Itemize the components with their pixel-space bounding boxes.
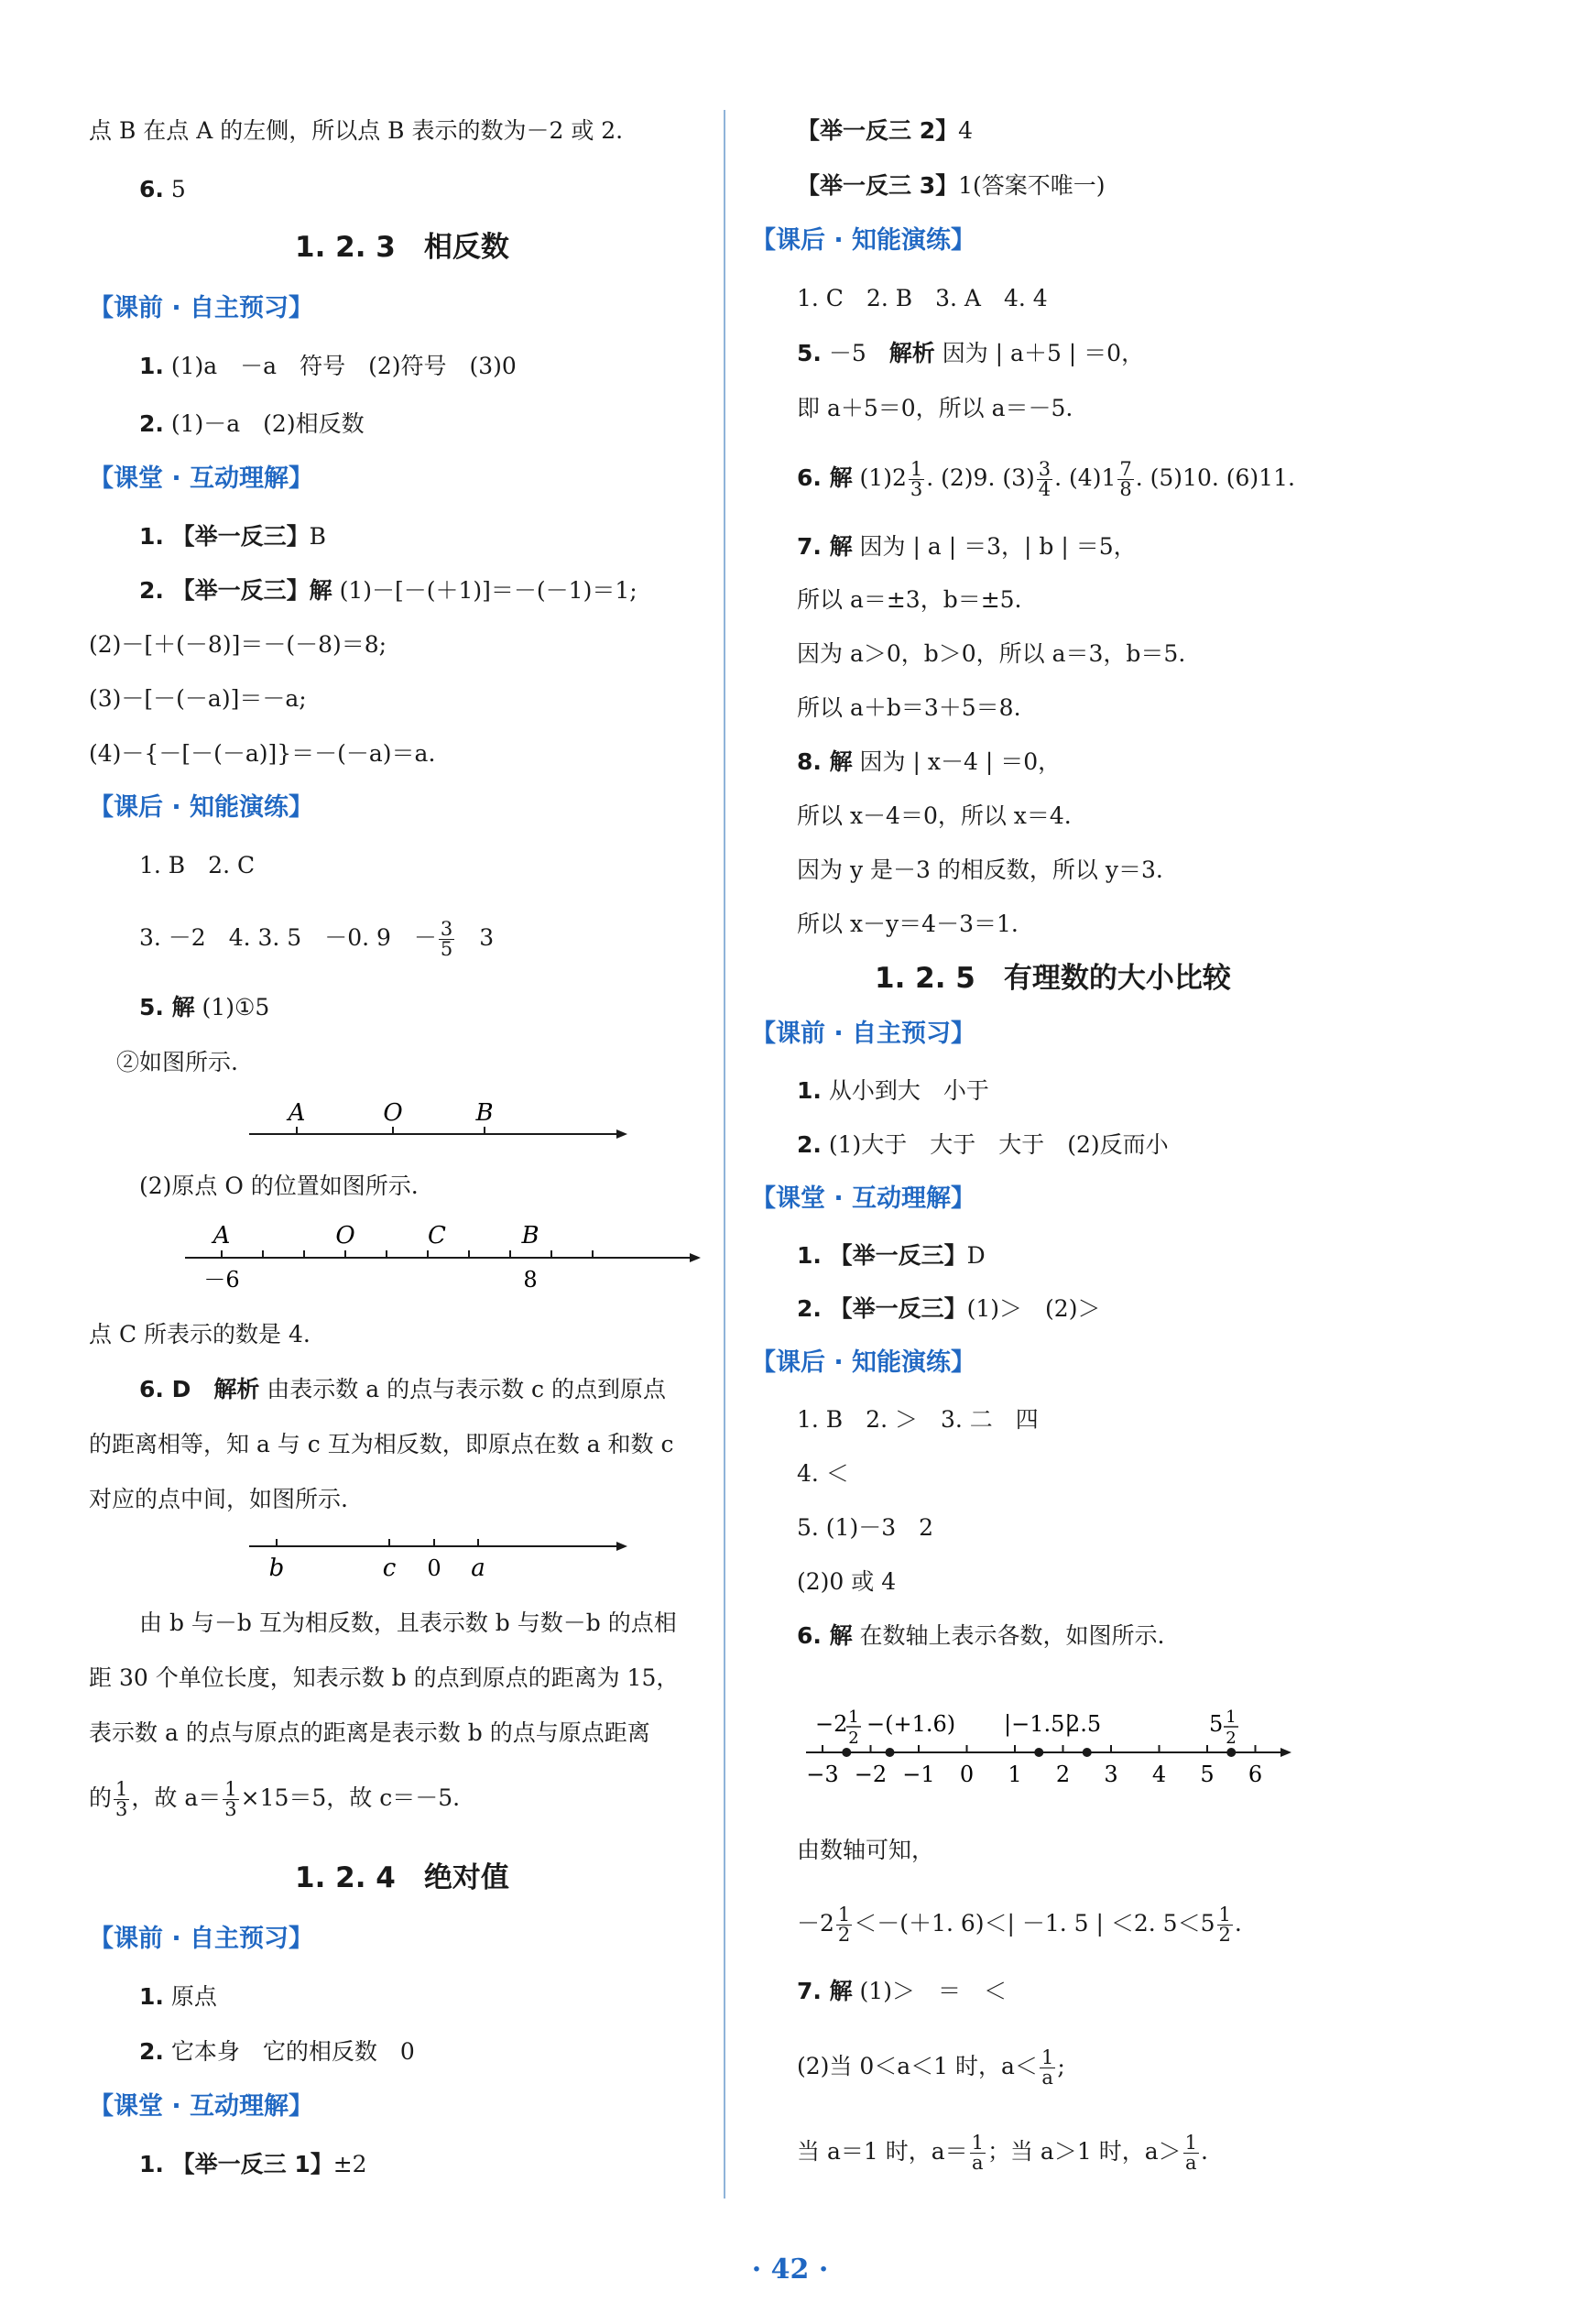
text: ＜－(＋1. 6)＜| －1. 5 | ＜2. 5＜5: [854, 1910, 1215, 1937]
text: .: [1200, 2138, 1208, 2165]
answer-line: [139, 521, 326, 552]
answer-text: 在数轴上表示各数，如图所示.: [852, 1622, 1165, 1649]
keyword: 【举一反三】: [821, 1295, 967, 1322]
tick-label: 4: [1151, 1762, 1167, 1787]
numerator: 1: [224, 1778, 237, 1800]
tick-label: －6: [203, 1267, 240, 1293]
section-label: 【课堂 · 互动理解】: [89, 464, 314, 493]
fraction: [439, 920, 454, 959]
answer-text: 因为 | x－4 | ＝0，: [852, 748, 1062, 775]
text: －2: [797, 1910, 834, 1937]
answer-text: 因为 | a | ＝3，| b | ＝5，: [852, 533, 1137, 560]
answer-text: 3: [456, 924, 495, 951]
text-line: 所以 a＋b＝3＋5＝8.: [797, 694, 1021, 721]
keyword: 【举一反三 2】: [797, 117, 959, 144]
section-heading: 1. 2. 3 相反数: [295, 231, 509, 264]
keyword: 【举一反三 3】: [797, 172, 959, 199]
number-line-4: [797, 1686, 1310, 1795]
answer-text: (1)a －a 符号 (2)符号 (3)0: [163, 353, 517, 379]
text: ×15＝5，故 c＝－5.: [240, 1784, 461, 1811]
answer-line: [139, 992, 269, 1023]
answer-line: [797, 1620, 1165, 1652]
numerator: 1: [910, 458, 923, 480]
fraction: [970, 2133, 986, 2173]
answer-text: 4: [958, 117, 974, 144]
answer-line: [797, 747, 1061, 778]
answer-text: (1)①5: [194, 994, 270, 1020]
tick-label: 0: [427, 1555, 441, 1581]
answer-line: [139, 351, 517, 382]
answer-text: (1)大于 大于 大于 (2)反而小: [821, 1131, 1169, 1158]
point-label: 5: [1209, 1711, 1224, 1737]
text-line: 因为 a＞0，b＞0，所以 a＝3，b＝5.: [797, 640, 1186, 667]
fraction-denominator: 2: [1226, 1729, 1237, 1748]
number-line-3: [245, 1525, 648, 1589]
fraction: [1117, 460, 1133, 499]
answer-text: (1)－a (2)相反数: [163, 410, 365, 437]
number-line-2: [180, 1214, 712, 1305]
answer-line: [139, 1374, 666, 1405]
item-number: 2.: [797, 1131, 822, 1158]
text-line: 的距离相等，知 a 与 c 互为相反数，即原点在数 a 和数 c: [89, 1431, 674, 1457]
answer-text: (1)－[－(＋1)]＝－(－1)＝1;: [332, 577, 637, 604]
numerator: 1: [1218, 1904, 1231, 1926]
item-number: 2.: [139, 577, 164, 604]
text: ，故 a＝: [131, 1784, 222, 1811]
point-dot: [1034, 1748, 1043, 1757]
keyword: 【举一反三】: [163, 523, 310, 550]
numerator: 3: [440, 918, 453, 940]
point-label: −(+1.6): [866, 1711, 956, 1737]
answer-line: [139, 174, 186, 205]
item-number: 1.: [139, 523, 164, 550]
answer-text: －5: [821, 340, 889, 366]
text-line: 表示数 a 的点与原点的距离是表示数 b 的点与原点距离: [89, 1719, 650, 1746]
answer-line: 1. B 2. ＞ 3. 二 四: [797, 1406, 1039, 1433]
tick-label: 6: [1248, 1762, 1263, 1787]
item-number: 2.: [139, 2038, 164, 2065]
text: (2)当 0＜a＜1 时，a＜: [797, 2053, 1038, 2079]
fraction: [1040, 2048, 1055, 2088]
answer-text: 从小到大 小于: [821, 1077, 989, 1104]
fraction-denominator: 2: [848, 1729, 859, 1748]
answer-line: [797, 115, 973, 147]
tick-label: 1: [1008, 1762, 1022, 1787]
point-label-a: A: [288, 1099, 306, 1127]
answer-line: [139, 920, 494, 959]
answer-line: 4. ＜: [797, 1460, 849, 1487]
fraction-numerator: 1: [848, 1708, 859, 1727]
denominator: a: [972, 2152, 984, 2174]
text-line: 因为 y 是－3 的相反数，所以 y＝3.: [797, 856, 1163, 883]
point-dot: [886, 1748, 895, 1757]
numerator: 1: [1041, 2046, 1054, 2068]
point-label-c: C: [428, 1222, 446, 1249]
answer-text: . (2)9. (3): [926, 464, 1035, 491]
fraction: [1183, 2133, 1199, 2173]
answer-text: . (5)10. (6)11.: [1135, 464, 1295, 491]
answer-line: [797, 531, 1137, 562]
keyword: 【举一反三】解: [163, 577, 332, 604]
answer-line: [797, 1129, 1169, 1161]
numerator: 3: [1038, 458, 1052, 480]
text-line: (2)原点 O 的位置如图所示.: [139, 1173, 419, 1199]
page-number: · 42 ·: [751, 2253, 829, 2286]
fraction: [114, 1780, 129, 1819]
point-dot: [842, 1748, 851, 1757]
section-heading: 1. 2. 5 有理数的大小比较: [875, 962, 1231, 995]
answer-text: 1(答案不唯一): [958, 172, 1106, 199]
point-label-o: O: [335, 1222, 355, 1249]
text-line: [797, 1905, 1242, 1945]
denominator: a: [1041, 2067, 1053, 2089]
item-number: 5.: [797, 340, 822, 366]
section-label: 【课后 · 知能演练】: [751, 1348, 976, 1377]
answer-line: [139, 1981, 217, 2013]
text-line: [797, 2133, 1208, 2173]
text-line: 点 B 在点 A 的左侧，所以点 B 表示的数为－2 或 2.: [89, 117, 624, 144]
fraction: [223, 1780, 238, 1819]
text-line: [89, 1780, 460, 1819]
item-number: 8. 解: [797, 748, 853, 775]
answer-line: [797, 1293, 1100, 1325]
text-line: 由 b 与－b 互为相反数，且表示数 b 与数－b 的点相: [139, 1609, 677, 1636]
item-number: 6. D 解析: [139, 1376, 260, 1402]
answer-text: (1)2: [852, 464, 907, 491]
fraction-numerator: 1: [1226, 1708, 1237, 1727]
column-divider: [724, 110, 725, 2199]
answer-line: 5. (1)－3 2: [797, 1514, 934, 1541]
tick-label: −3: [806, 1762, 839, 1787]
answer-line: 1. C 2. B 3. A 4. 4: [797, 285, 1048, 311]
section-label: 【课堂 · 互动理解】: [89, 2092, 314, 2121]
numerator: 1: [971, 2132, 984, 2154]
answer-text: 由表示数 a 的点与表示数 c 的点到原点: [259, 1376, 667, 1402]
answer-line: [797, 1976, 1007, 2007]
text-line: 距 30 个单位长度，知表示数 b 的点到原点的距离为 15，: [89, 1664, 680, 1691]
keyword: 解析: [888, 340, 935, 366]
answer-line: [139, 409, 365, 440]
text-line: 所以 x－4＝0，所以 x＝4.: [797, 802, 1072, 829]
keyword: 【举一反三 1】: [163, 2151, 333, 2177]
point-label: 2.5: [1066, 1711, 1102, 1737]
item-number: 2.: [797, 1295, 822, 1322]
denominator: 5: [440, 938, 453, 960]
section-label: 【课前 · 自主预习】: [89, 1925, 314, 1953]
point-dot: [1226, 1748, 1236, 1757]
text-line: 即 a＋5＝0，所以 a＝－5.: [797, 395, 1073, 421]
point-label-b: b: [268, 1555, 285, 1582]
point-label-c: c: [382, 1555, 397, 1582]
answer-text: . (4)1: [1054, 464, 1117, 491]
fraction: [1037, 460, 1052, 499]
numerator: 1: [837, 1904, 851, 1926]
numerator: 1: [115, 1778, 128, 1800]
point-dot: [1083, 1748, 1092, 1757]
denominator: 3: [115, 1798, 128, 1820]
answer-line: [797, 338, 1144, 369]
text: ;: [1057, 2053, 1065, 2079]
answer-line: [139, 2149, 367, 2180]
item-number: 6. 解: [797, 464, 853, 491]
numerator: 1: [1184, 2132, 1197, 2154]
section-label: 【课堂 · 互动理解】: [751, 1184, 976, 1213]
point-label-o: O: [383, 1099, 403, 1127]
keyword: 【举一反三】: [821, 1242, 967, 1269]
item-number: 1.: [797, 1077, 822, 1104]
denominator: 4: [1038, 478, 1052, 500]
answer-text: 它本身 它的相反数 0: [163, 2038, 415, 2065]
text: 的: [89, 1784, 113, 1811]
answer-text: (1)＞ ＝ ＜: [852, 1978, 1007, 2004]
point-label-a: A: [212, 1222, 231, 1249]
number-line-1: [245, 1095, 648, 1150]
tick-label: 0: [959, 1762, 975, 1787]
item-number: 5. 解: [139, 994, 195, 1020]
section-label: 【课前 · 自主预习】: [89, 294, 314, 322]
text: 当 a＝1 时，a＝: [797, 2138, 968, 2165]
text-line: (2)0 或 4: [797, 1568, 897, 1595]
point-label-b: B: [475, 1099, 494, 1127]
section-label: 【课前 · 自主预习】: [751, 1020, 976, 1048]
text-line: 对应的点中间，如图所示.: [89, 1486, 348, 1512]
tick-label: 2: [1055, 1762, 1071, 1787]
point-label-a: a: [471, 1555, 485, 1582]
answer-text: 5: [163, 176, 186, 202]
answer-text: 3. －2 4. 3. 5 －0. 9 －: [139, 924, 437, 951]
section-heading: 1. 2. 4 绝对值: [295, 1861, 509, 1894]
tick-label: 3: [1104, 1762, 1118, 1787]
text-line: (2)－[＋(－8)]＝－(－8)＝8;: [89, 631, 387, 658]
point-label-b: B: [521, 1222, 539, 1249]
answer-line: [797, 460, 1295, 499]
point-label: −2: [815, 1711, 848, 1737]
answer-line: 1. B 2. C: [139, 852, 256, 878]
text-line: (4)－{－[－(－a)]}＝－(－a)＝a.: [89, 740, 436, 767]
answer-line: [139, 575, 637, 606]
answer-text: ±2: [332, 2151, 367, 2177]
point-label: |−1.5|: [1004, 1711, 1073, 1737]
section-label: 【课后 · 知能演练】: [89, 793, 314, 822]
section-label: 【课后 · 知能演练】: [751, 226, 976, 255]
answer-line: [797, 170, 1106, 202]
denominator: a: [1185, 2152, 1197, 2174]
item-number: 7. 解: [797, 533, 853, 560]
fraction: [836, 1905, 852, 1945]
denominator: 2: [837, 1924, 851, 1946]
text: ；当 a＞1 时，a＞: [986, 2138, 1182, 2165]
item-number: 1.: [797, 1242, 822, 1269]
answer-text: B: [309, 523, 326, 550]
answer-line: [797, 1240, 986, 1271]
tick-label: −2: [854, 1762, 888, 1787]
text-line: 所以 x－y＝4－3＝1.: [797, 911, 1019, 937]
denominator: 2: [1218, 1924, 1231, 1946]
text-line: [797, 2048, 1065, 2088]
denominator: 3: [224, 1798, 237, 1820]
item-number: 6.: [139, 176, 164, 202]
numerator: 7: [1119, 458, 1132, 480]
item-number: 1.: [139, 353, 164, 379]
fraction: [909, 460, 924, 499]
tick-label: −1: [902, 1762, 935, 1787]
denominator: 3: [910, 478, 923, 500]
text-line: ②如图所示.: [116, 1049, 238, 1075]
answer-text: 因为 | a＋5 | ＝0，: [934, 340, 1145, 366]
tick-label: 5: [1200, 1762, 1215, 1787]
text-line: (3)－[－(－a)]＝－a;: [89, 685, 307, 712]
item-number: 1.: [139, 2151, 164, 2177]
text-line: 由数轴可知，: [797, 1837, 935, 1863]
answer-line: [139, 2036, 415, 2068]
item-number: 7. 解: [797, 1978, 853, 2004]
denominator: 8: [1119, 478, 1132, 500]
answer-line: [797, 1075, 989, 1107]
answer-text: D: [966, 1242, 986, 1269]
item-number: 2.: [139, 410, 164, 437]
item-number: 6. 解: [797, 1622, 853, 1649]
text-line: 所以 a＝±3，b＝±5.: [797, 586, 1022, 613]
tick-label: 8: [523, 1267, 538, 1293]
text-line: 点 C 所表示的数是 4.: [89, 1321, 311, 1347]
answer-text: (1)＞ (2)＞: [966, 1295, 1101, 1322]
answer-text: 原点: [163, 1983, 217, 2010]
fraction: [1217, 1905, 1233, 1945]
text: .: [1234, 1910, 1242, 1937]
item-number: 1.: [139, 1983, 164, 2010]
